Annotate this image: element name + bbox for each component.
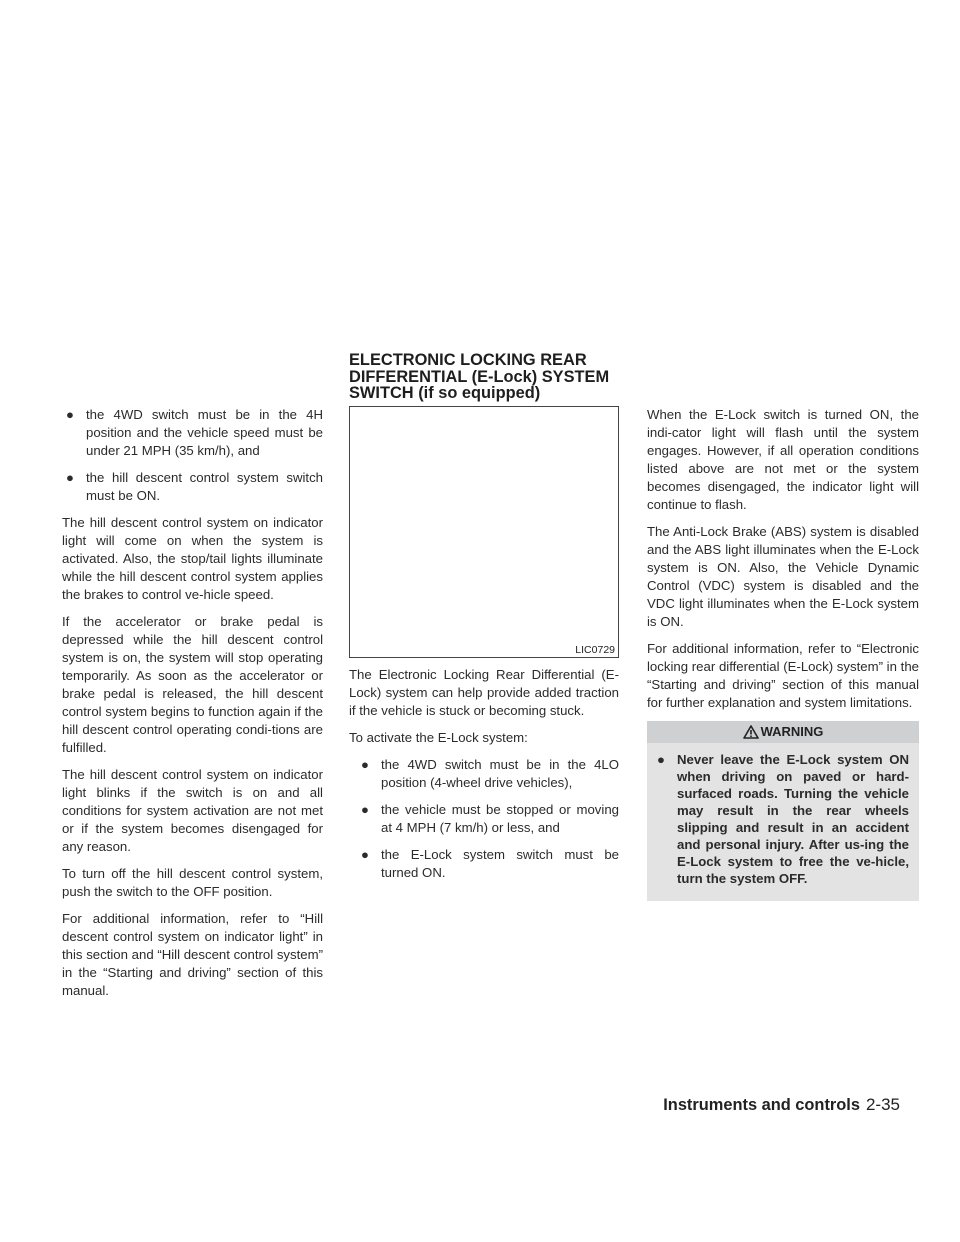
bullet-icon: ● (361, 757, 369, 772)
list-item: ● the 4WD switch must be in the 4H position and the vehicle speed must be under 21 MPH (35 km/h), and (66, 407, 323, 458)
bullet-icon: ● (657, 752, 665, 767)
figure-id: LIC0729 (575, 644, 615, 656)
column-middle (349, 406, 619, 891)
list-item: ● the E-Lock system switch must be turned ON. (361, 847, 619, 880)
bullet-icon: ● (66, 407, 74, 422)
warning-header (647, 721, 919, 743)
bullet-icon: ● (361, 802, 369, 817)
paragraph: The hill descent control system on indicator light blinks if the switch is on and all conditions for system activation are not met or if the system becomes disengaged for any reason. (62, 767, 323, 854)
list-item: ● the 4WD switch must be in the 4LO position (4-wheel drive vehicles), (361, 757, 619, 790)
footer-section-title: Instruments and controls (663, 1096, 860, 1114)
paragraph: For additional information, refer to “Electronic locking rear differential (E-Lock) system” in the “Starting and driving” section of this manual for further explanation and system limitations. (647, 641, 919, 710)
figure-frame (349, 406, 619, 658)
section-heading: ELECTRONIC LOCKING REAR DIFFERENTIAL (E-Lock) SYSTEM SWITCH (if so equipped) (349, 351, 610, 402)
column-left (62, 406, 323, 1009)
page-number: 2-35 (865, 1095, 900, 1114)
paragraph: For additional information, refer to “Hill descent control system on indicator light” in this section and “Hill descent control system” in the “Starting and driving” section of this manual. (62, 911, 323, 998)
paragraph: To turn off the hill descent control system, push the switch to the OFF position. (62, 866, 323, 899)
paragraph: To activate the E-Lock system: (349, 730, 528, 745)
bullet-icon: ● (361, 847, 369, 862)
bullet-icon: ● (66, 470, 74, 485)
paragraph: The Anti-Lock Brake (ABS) system is disabled and the ABS light illuminates when the E-Lock system is ON. Also, the Vehicle Dynamic Control (VDC) system is disabled and the VDC light illuminates when the E-Lock system is ON. (647, 524, 919, 629)
list-item: ● the hill descent control system switch must be ON. (66, 470, 323, 503)
paragraph: When the E-Lock switch is turned ON, the indi-cator light will flash until the system engages. However, if all operation conditions listed above are not met or the system becomes disengaged, the indicator light will continue to flash. (647, 407, 919, 512)
warning-item: ● Never leave the E-Lock system ON when driving on paved or hard-surfaced roads. Turning the vehicle may result in the rear wheels slipping and result in an accident and personal injury. After us-ing the E-Lock system to free the ve-hicle, turn the system OFF. (657, 752, 909, 886)
bullet-list (349, 756, 619, 882)
warning-title: WARNING (760, 724, 824, 739)
warning-triangle-icon (743, 725, 759, 739)
paragraph: The Electronic Locking Rear Differential (E-Lock) system can help provide added traction if the vehicle is stuck or becoming stuck. (349, 667, 619, 718)
paragraph: The hill descent control system on indicator light will come on when the system is activated. Also, the stop/tail lights illuminate while the hill descent control system applies the brakes to control ve-hicle speed. (62, 515, 323, 602)
warning-box (647, 721, 919, 901)
column-right (647, 406, 919, 901)
paragraph: If the accelerator or brake pedal is depressed while the hill descent control system is on, the system will stop operating temporarily. As soon as the accelerator or brake pedal is released, the hill descent control system begins to function again if the hill descent control operating condi-tions are fulfilled. (62, 614, 323, 755)
list-item: ● the vehicle must be stopped or moving at 4 MPH (7 km/h) or less, and (361, 802, 619, 835)
page-footer (0, 1095, 900, 1115)
